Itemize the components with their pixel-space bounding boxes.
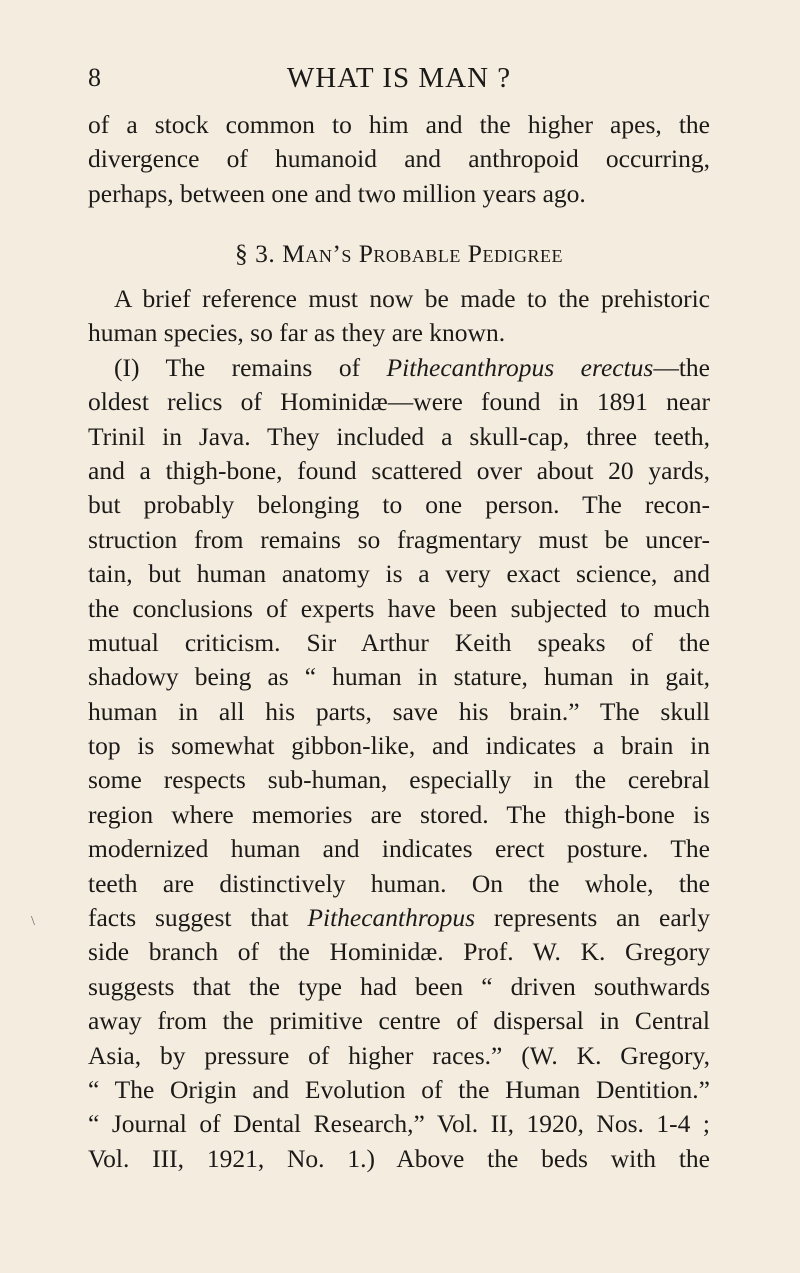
text-line: struction from remains so fragmentary must be uncer- xyxy=(88,524,710,554)
text-line: human in all his parts, save his brain.” The skull xyxy=(88,696,710,726)
text-line: side branch of the Hominidæ. Prof. W. K. Gregory xyxy=(88,937,710,967)
text-line: Vol. III, 1921, No. 1.) Above the beds with the xyxy=(88,1143,710,1173)
page-header xyxy=(88,58,710,98)
text-run: facts suggest that xyxy=(88,903,308,933)
paragraph-continuation xyxy=(88,108,710,211)
text-line: “ The Origin and Evolution of the Human Dentition.” xyxy=(88,1074,710,1104)
text-run: —the xyxy=(653,352,710,382)
text-line: the conclusions of experts have been subjected to much xyxy=(88,593,710,623)
body-text xyxy=(88,282,710,1176)
text-line: Asia, by pressure of higher races.” (W. K. Gregory, xyxy=(88,1040,710,1070)
text-line: oldest relics of Hominidæ—were found in 1891 near xyxy=(88,387,710,417)
text-line: and a thigh-bone, found scattered over about 20 yards, xyxy=(88,455,710,485)
text-line: mutual criticism. Sir Arthur Keith speaks of the xyxy=(88,627,710,657)
text-line: divergence of humanoid and anthropoid occurring, xyxy=(88,144,710,174)
text-line: human species, so far as they are known. xyxy=(88,318,506,348)
species-name: Pithecanthropus xyxy=(307,903,476,933)
species-name: Pithecanthropus erectus xyxy=(386,352,654,382)
running-head: WHAT IS MAN ? xyxy=(286,62,512,94)
section-heading: § 3. Man’s Probable Pedigree xyxy=(235,239,563,268)
text-line: modernized human and indicates erect posture. The xyxy=(88,834,710,864)
text-line: some respects sub-human, especially in the cerebral xyxy=(88,765,710,795)
margin-mark: \ xyxy=(31,914,35,929)
text-line: A brief reference must now be made to the prehistoric xyxy=(114,284,710,313)
text-run: represents an early xyxy=(475,903,710,933)
text-line: region where memories are stored. The thigh-bone is xyxy=(88,799,710,829)
text-line: perhaps, between one and two million years ago. xyxy=(88,178,586,208)
text-run: (I) The remains of xyxy=(114,352,387,382)
page-number: 8 xyxy=(88,63,101,92)
text-line: teeth are distinctively human. On the whole, the xyxy=(88,868,710,898)
text-line xyxy=(88,351,710,385)
text-line: away from the primitive centre of dispersal in Central xyxy=(88,1006,710,1036)
text-line: Trinil in Java. They included a skull-cap, three teeth, xyxy=(88,421,710,451)
text-line: shadowy being as “ human in stature, human in gait, xyxy=(88,662,710,692)
text-line: but probably belonging to one person. The recon- xyxy=(88,490,710,520)
text-line: tain, but human anatomy is a very exact science, and xyxy=(88,559,710,589)
text-line: “ Journal of Dental Research,” Vol. II, 1920, Nos. 1-4 ; xyxy=(88,1109,710,1139)
text-line: of a stock common to him and the higher apes, the xyxy=(88,110,710,139)
text-line xyxy=(88,901,710,935)
text-line: top is somewhat gibbon-like, and indicates a brain in xyxy=(88,731,710,761)
text-line: suggests that the type had been “ driven southwards xyxy=(88,971,710,1001)
